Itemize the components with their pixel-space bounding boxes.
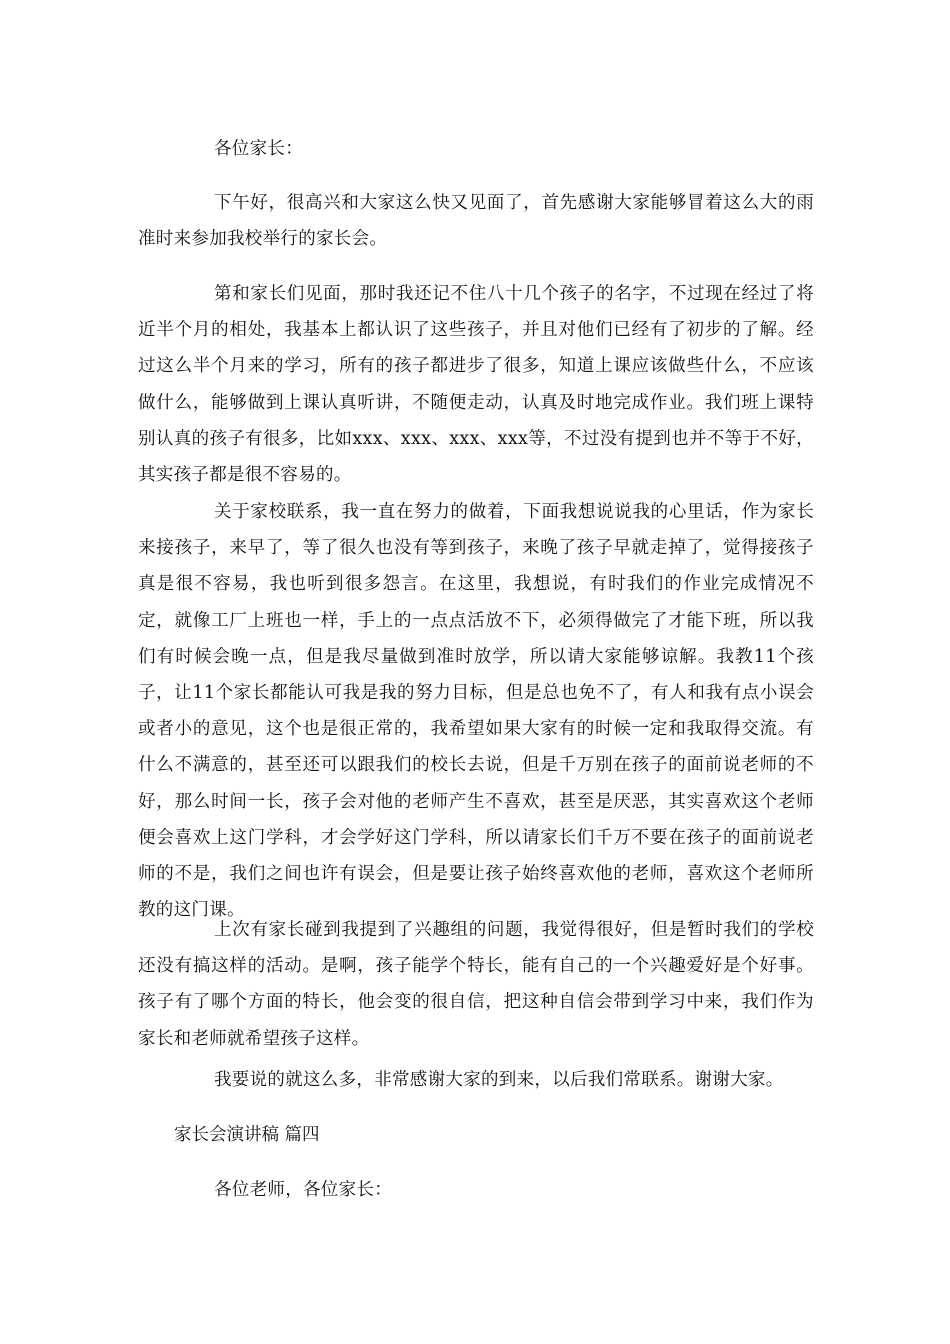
paragraph-first-meeting: 第和家长们见面，那时我还记不住八十几个孩子的名字，不过现在经过了将近半个月的相处，我基本上都认识了这些孩子，并且对他们已经有了初步的了解。经过这么半个月来的学习，所有的孩子都进步了很多，知道上课应该做些什么，不应该做什么，能够做到上课认真听讲，不随便走动，认真及时地完成作业。我们班上课特别认真的孩子有很多，比如xxx、xxx、xxx、xxx等，不过没有提到也并不等于不好，其实孩子都是很不容易的。 (138, 284, 814, 486)
paragraph-interest-groups: 上次有家长碰到我提到了兴趣组的问题，我觉得很好，但是暂时我们的学校还没有搞这样的活动。是啊，孩子能学个特长，能有自己的一个兴趣爱好是个好事。孩子有了哪个方面的特长，他会变的很自信，把这种自信会带到学习中来，我们作为家长和老师就希望孩子这样。 (138, 920, 814, 1049)
paragraph-home-school-contact: 关于家校联系，我一直在努力的做着，下面我想说说我的心里话，作为家长来接孩子，来早了，等了很久也没有等到孩子，来晚了孩子早就走掉了，觉得接孩子真是很不容易，我也听到很多怨言。在这里，我想说，有时我们的作业完成情况不定，就像工厂上班也一样，手上的一点点活放不下，必须得做完了才能下班，所以我们有时候会晚一点，但是我尽量做到准时放学，所以请大家能够谅解。我教11个孩子，让11个家长都能认可我是我的努力目标，但是总也免不了，有人和我有点小误会或者小的意见，这个也是很正常的，我希望如果大家有的时候一定和我取得交流。有什么不满意的，甚至还可以跟我们的校长去说，但是千万别在孩子的面前说老师的不好，那么时间一长，孩子会对他的老师产生不喜欢，甚至是厌恶，其实喜欢这个老师便会喜欢上这门学科，才会学好这门学科，所以请家长们千万不要在孩子的面前说老师的不是，我们之间也许有误会，但是要让孩子始终喜欢他的老师，喜欢这个老师所教的这门课。 (138, 502, 814, 921)
salutation-parents: 各位家长： (214, 139, 303, 159)
salutation-teachers-parents: 各位老师，各位家长： (214, 1180, 392, 1200)
paragraph-closing: 我要说的就这么多，非常感谢大家的到来，以后我们常联系。谢谢大家。 (214, 1070, 784, 1090)
paragraph-greeting: 下午好，很高兴和大家这么快又见面了，首先感谢大家能够冒着这么大的雨准时来参加我校举行的家长会。 (138, 193, 814, 250)
section-heading: 家长会演讲稿 篇四 (174, 1125, 320, 1145)
